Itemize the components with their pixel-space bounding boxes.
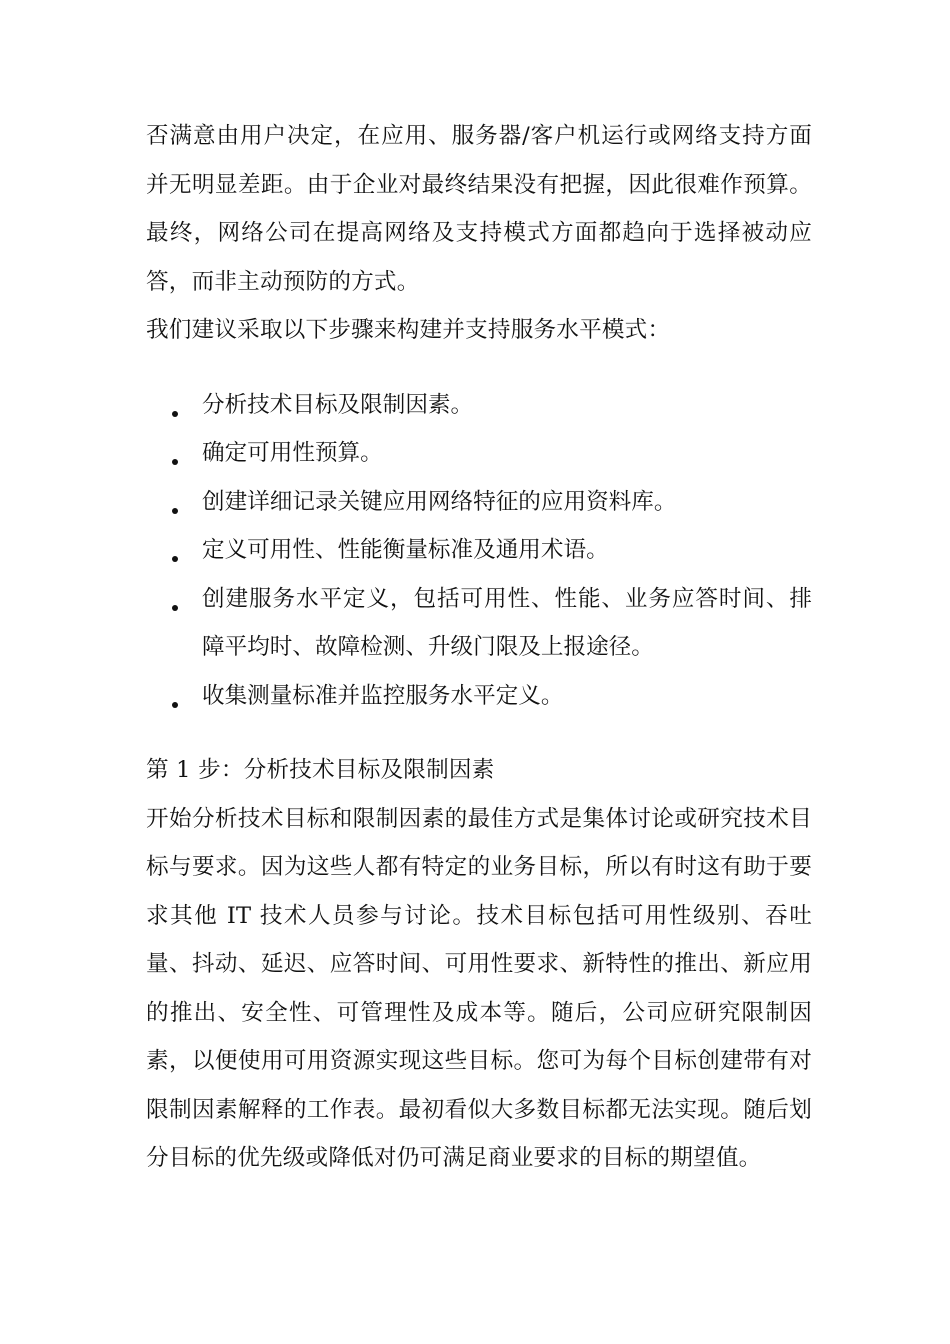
step1-body-paragraph: 开始分析技术目标和限制因素的最佳方式是集体讨论或研究技术目标与要求。因为这些人都有特定的业务目标，所以有时这有助于要求其他 IT 技术人员参与讨论。技术目标包括可用性级别、吞吐量、抖动、延迟、应答时间、可用性要求、新特性的推出、新应用的推出、安全性、可管理性及成本等。随后，公司应研究限制因素，以便使用可用资源实现这些目标。您可为每个目标创建带有对限制因素解释的工作表。最初看似大多数目标都无法实现。随后划分目标的优先级或降低对仍可满足商业要求的目标的期望值。 <box>146 805 812 1171</box>
bullet-icon <box>172 702 178 708</box>
list-item <box>146 526 812 575</box>
list-item <box>146 575 812 672</box>
list-item <box>146 381 812 430</box>
list-item <box>146 429 812 478</box>
list-item <box>146 478 812 527</box>
list-item-text: 定义可用性、性能衡量标准及通用术语。 <box>202 537 609 563</box>
step1-heading: 第 1 步：分析技术目标及限制因素 <box>146 757 495 783</box>
list-item-text: 分析技术目标及限制因素。 <box>202 391 474 418</box>
bullet-icon <box>172 411 178 417</box>
bullet-icon <box>172 459 178 465</box>
steps-list <box>146 381 812 721</box>
document-page <box>146 112 812 1183</box>
list-item-text: 收集测量标准并监控服务水平定义。 <box>202 682 564 709</box>
list-item-text: 创建详细记录关键应用网络特征的应用资料库。 <box>202 488 677 515</box>
intro-paragraph: 否满意由用户决定，在应用、服务器/客户机运行或网络支持方面并无明显差距。由于企业对最终结果没有把握，因此很难作预算。最终，网络公司在提高网络及支持模式方面都趋向于选择被动应答，而非主动预防的方式。 <box>146 123 812 295</box>
bullet-icon <box>172 508 178 514</box>
list-item <box>146 672 812 721</box>
steps-intro-paragraph: 我们建议采取以下步骤来构建并支持服务水平模式： <box>146 317 671 343</box>
list-item-text: 创建服务水平定义，包括可用性、性能、业务应答时间、排障平均时、故障检测、升级门限及上报途径。 <box>202 585 812 660</box>
bullet-icon <box>172 605 178 611</box>
list-item-text: 确定可用性预算。 <box>202 440 383 466</box>
bullet-icon <box>172 556 178 562</box>
